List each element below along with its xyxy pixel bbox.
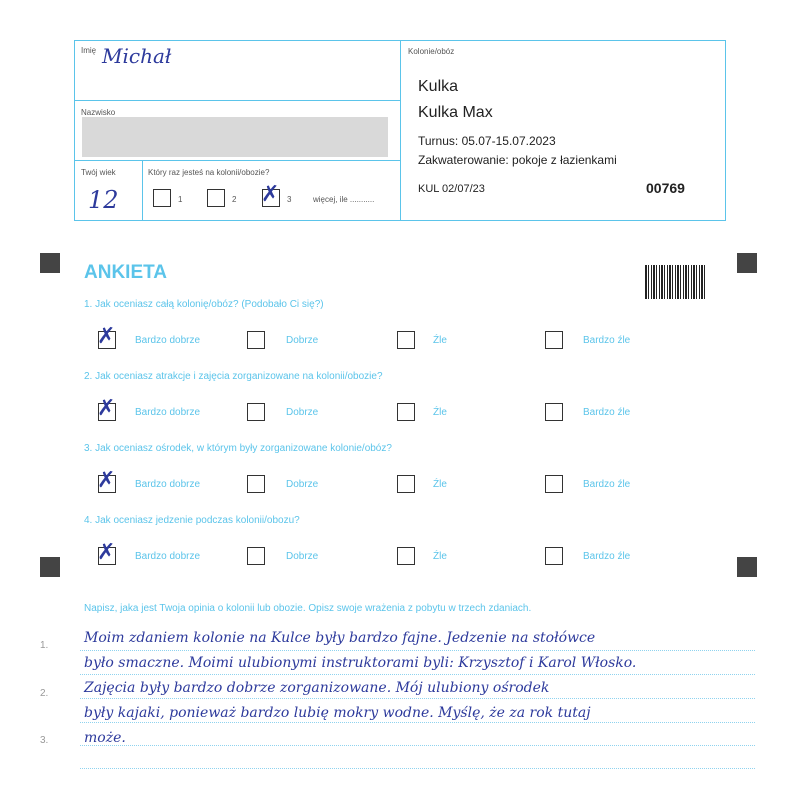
registration-mark: [40, 253, 60, 273]
check-mark: ✗: [97, 468, 116, 493]
question-text: 3. Jak oceniasz ośrodek, w którym były zorganizowane kolonie/obóz?: [84, 443, 392, 454]
q1-checkbox-very-good[interactable]: [97, 324, 116, 349]
q2-option-good: Dobrze: [286, 407, 319, 418]
visit-checkbox-2[interactable]: [207, 189, 225, 207]
opinion-handwriting-line: Zajęcia były bardzo dobrze zorganizowane. Mój ulubiony ośrodek: [84, 680, 550, 696]
q4-option-very-good: Bardzo dobrze: [135, 551, 201, 562]
surname-label: Nazwisko: [81, 108, 116, 117]
check-mark: ✗: [97, 540, 116, 565]
registration-mark: [737, 253, 757, 273]
name-label: Imię: [81, 46, 97, 55]
question-text: 1. Jak oceniasz całą kolonię/obóz? (Podobało Ci się?): [84, 299, 324, 310]
q1-option-very-good: Bardzo dobrze: [135, 335, 201, 346]
writing-line: [80, 674, 755, 675]
surname-redacted: [82, 117, 388, 157]
opinion-handwriting-line: było smaczne. Moimi ulubionymi instruktorami byli: Krzysztof i Karol Włosko.: [84, 655, 637, 671]
q4-option-bad: Źle: [433, 551, 447, 562]
form-number: 00769: [646, 180, 685, 196]
opinion-handwriting-line: były kajaki, ponieważ bardzo lubię mokry wodne. Myślę, że za rok tutaj: [84, 705, 591, 721]
q1-option-bad: Źle: [433, 335, 447, 346]
visit-option-1: 1: [178, 195, 183, 204]
visit-checkbox-1[interactable]: [153, 189, 171, 207]
registration-mark: [737, 557, 757, 577]
q1-checkbox-very-bad[interactable]: [545, 331, 563, 349]
q2-option-bad: Źle: [433, 407, 447, 418]
check-mark: ✗: [97, 324, 116, 349]
q3-checkbox-very-bad[interactable]: [545, 475, 563, 493]
survey-title: ANKIETA: [84, 262, 168, 283]
check-mark: ✗: [261, 182, 280, 207]
q3-checkbox-good[interactable]: [247, 475, 265, 493]
registration-mark: [40, 557, 60, 577]
q3-option-good: Dobrze: [286, 479, 319, 490]
question-text: 2. Jak oceniasz atrakcje i zajęcia zorganizowane na kolonii/obozie?: [84, 371, 383, 382]
visit-checkbox-3[interactable]: [261, 182, 280, 207]
q4-checkbox-bad[interactable]: [397, 547, 415, 565]
camp-label: Kolonie/obóz: [408, 47, 455, 56]
visit-label: Który raz jesteś na kolonii/obozie?: [148, 168, 270, 177]
line-number: 2.: [40, 688, 49, 699]
name-value: Michał: [102, 44, 172, 68]
visit-option-2: 2: [232, 195, 237, 204]
line-number: 1.: [40, 640, 49, 651]
writing-line: [80, 768, 755, 769]
q3-option-bad: Źle: [433, 479, 447, 490]
check-mark: ✗: [97, 396, 116, 421]
q2-option-very-good: Bardzo dobrze: [135, 407, 201, 418]
age-label: Twój wiek: [81, 168, 116, 177]
q1-checkbox-bad[interactable]: [397, 331, 415, 349]
barcode: [645, 265, 705, 299]
q3-checkbox-bad[interactable]: [397, 475, 415, 493]
accommodation: Zakwaterowanie: pokoje z łazienkami: [418, 153, 617, 167]
camp-name: Kulka: [418, 78, 459, 95]
q3-checkbox-very-good[interactable]: [97, 468, 116, 493]
q4-option-good: Dobrze: [286, 551, 319, 562]
q3-option-very-good: Bardzo dobrze: [135, 479, 201, 490]
question-text: 4. Jak oceniasz jedzenie podczas kolonii/obozu?: [84, 515, 300, 526]
turnus: Turnus: 05.07-15.07.2023: [418, 134, 556, 148]
q2-checkbox-very-bad[interactable]: [545, 403, 563, 421]
writing-line: [80, 745, 755, 746]
q4-checkbox-very-good[interactable]: [97, 540, 116, 565]
age-value: 12: [88, 186, 119, 214]
camp-code: KUL 02/07/23: [418, 183, 485, 195]
q2-option-very-bad: Bardzo źle: [583, 407, 631, 418]
opinion-prompt: Napisz, jaka jest Twoja opinia o kolonii lub obozie. Opisz swoje wrażenia z pobytu w trzech zdaniach.: [84, 603, 532, 614]
q3-option-very-bad: Bardzo źle: [583, 479, 631, 490]
opinion-handwriting-line: może.: [84, 730, 126, 746]
visit-option-3: 3: [287, 195, 292, 204]
opinion-handwriting-line: Moim zdaniem kolonie na Kulce były bardzo fajne. Jedzenie na stołówce: [84, 630, 596, 646]
q1-option-good: Dobrze: [286, 335, 319, 346]
line-number: 3.: [40, 735, 49, 746]
q2-checkbox-bad[interactable]: [397, 403, 415, 421]
camp-subname: Kulka Max: [418, 104, 493, 121]
q4-checkbox-very-bad[interactable]: [545, 547, 563, 565]
q2-checkbox-very-good[interactable]: [97, 396, 116, 421]
writing-line: [80, 650, 755, 651]
q1-option-very-bad: Bardzo źle: [583, 335, 631, 346]
writing-line: [80, 722, 755, 723]
q2-checkbox-good[interactable]: [247, 403, 265, 421]
q4-checkbox-good[interactable]: [247, 547, 265, 565]
q4-option-very-bad: Bardzo źle: [583, 551, 631, 562]
writing-line: [80, 698, 755, 699]
visit-more: więcej, ile ...........: [313, 195, 375, 204]
q1-checkbox-good[interactable]: [247, 331, 265, 349]
